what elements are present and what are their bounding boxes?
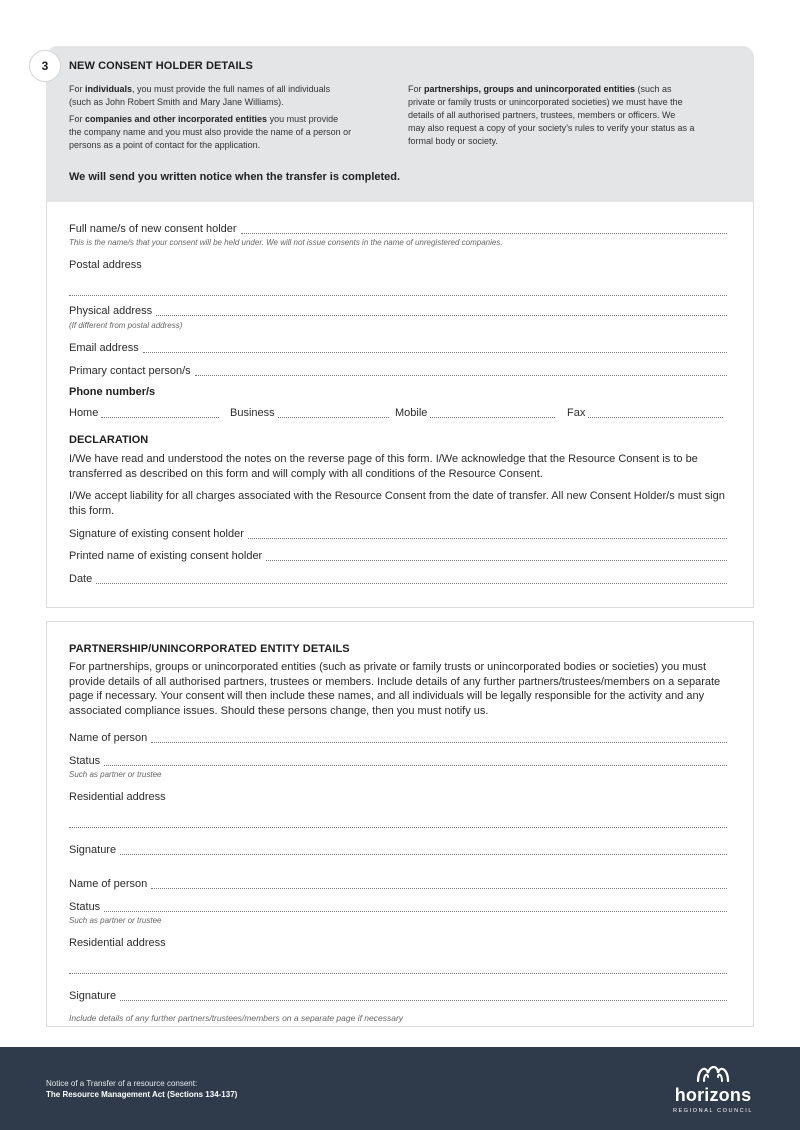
existing-holder-printed-name-field[interactable] (69, 549, 727, 563)
page-footer (0, 1047, 800, 1130)
transfer-notice: We will send you written notice when the transfer is completed. (69, 171, 401, 183)
fax-field[interactable] (567, 406, 723, 420)
step-number-badge: 3 (29, 50, 61, 82)
person-1-address-label: Residential address (69, 791, 166, 803)
mobile-phone-field[interactable] (395, 406, 555, 420)
physical-address-label: Physical address (69, 305, 153, 317)
person-1-name-label: Name of person (69, 732, 148, 744)
horizons-logo (668, 1059, 758, 1119)
full-name-hint: This is the name/s that your consent will be held under. We will not issue consents in the name of unregistered companies. (69, 238, 503, 247)
existing-holder-signature-field[interactable] (69, 527, 727, 541)
business-phone-field[interactable] (230, 406, 389, 420)
person-1-status-label: Status (69, 755, 101, 767)
person-1-signature-field[interactable] (69, 843, 727, 857)
mobile-phone-label: Mobile (395, 407, 428, 419)
person-1-status-input-line[interactable] (104, 756, 727, 766)
business-phone-label: Business (230, 407, 275, 419)
fax-input-line[interactable] (588, 408, 723, 418)
person-1-signature-label: Signature (69, 844, 117, 856)
physical-address-hint: (If different from postal address) (69, 321, 183, 330)
physical-address-input-line[interactable] (156, 306, 727, 316)
full-name-field[interactable] (69, 222, 727, 236)
email-field[interactable] (69, 341, 727, 355)
person-1-status-field[interactable] (69, 754, 727, 768)
declaration-paragraph-2: I/We accept liability for all charges associated with the Resource Consent from the date of transfer. All new Consent Holder/s must sign this form. (69, 490, 725, 517)
fax-label: Fax (567, 407, 586, 419)
person-2-address-label: Residential address (69, 937, 166, 949)
section-title: NEW CONSENT HOLDER DETAILS (69, 60, 253, 72)
date-label: Date (69, 573, 93, 585)
person-2-signature-field[interactable] (69, 989, 727, 1003)
person-2-name-field[interactable] (69, 877, 727, 891)
declaration-heading: DECLARATION (69, 434, 149, 446)
phone-numbers-heading: Phone number/s (69, 386, 156, 398)
existing-holder-signature-label: Signature of existing consent holder (69, 528, 244, 540)
mobile-phone-input-line[interactable] (430, 408, 555, 418)
email-label: Email address (69, 342, 139, 354)
existing-holder-printed-name-label: Printed name of existing consent holder (69, 550, 263, 562)
horizons-wave-icon (696, 1061, 730, 1083)
full-name-input-line[interactable] (241, 224, 727, 234)
person-2-name-input-line[interactable] (151, 879, 727, 889)
existing-holder-printed-name-input-line[interactable] (266, 551, 727, 561)
date-input-line[interactable] (96, 574, 727, 584)
person-2-status-input-line[interactable] (104, 902, 727, 912)
declaration-paragraph-1: I/We have read and understood the notes on the reverse page of this form. I/We acknowledge that the Resource Consent is to be transferred as described on this form and will comply with all conditions of the Resource Consent. (69, 453, 698, 480)
contact-person-input-line[interactable] (195, 366, 727, 376)
physical-address-field[interactable] (69, 304, 727, 318)
contact-person-field[interactable] (69, 364, 727, 378)
home-phone-label: Home (69, 407, 99, 419)
email-input-line[interactable] (143, 343, 727, 353)
home-phone-input-line[interactable] (101, 408, 219, 418)
contact-person-label: Primary contact person/s (69, 365, 191, 377)
person-1-name-input-line[interactable] (151, 733, 727, 743)
person-2-name-label: Name of person (69, 878, 148, 890)
person-2-status-field[interactable] (69, 900, 727, 914)
person-2-address-input-line[interactable] (69, 964, 727, 974)
home-phone-field[interactable] (69, 406, 219, 420)
person-1-status-hint: Such as partner or trustee (69, 770, 162, 779)
person-2-signature-label: Signature (69, 990, 117, 1002)
footer-act-reference: The Resource Management Act (Sections 134-137) (46, 1090, 238, 1099)
person-2-status-label: Status (69, 901, 101, 913)
partnership-heading: PARTNERSHIP/UNINCORPORATED ENTITY DETAILS (69, 643, 350, 655)
person-1-address-input-line[interactable] (69, 818, 727, 828)
partnership-intro: For partnerships, groups or unincorporated entities (such as private or family trusts or unincorporated bodies or societies) you must provide details of all authorised partners, trustees or members. Include details of any further partners/trustees/members on a separate page if necessary. Your consent will then include these names, and all individuals will be legally responsible for the activity and any associated compliance issues. Should these persons change, then you must notify us. (69, 661, 721, 717)
person-1-name-field[interactable] (69, 731, 727, 745)
individuals-note: For individuals, you must provide the full names of all individuals (such as John Robert Smith and Mary Jane Williams). For companies and other incorporated entities you must provide the company name and you must also provide the name of a person or persons as a point of contact for the application. (69, 84, 352, 150)
partnerships-note: For partnerships, groups and unincorporated entities (such as private or family trusts or unincorporated societies) we must have the details of all authorised partners, trustees, members or officers. We may also request a copy of your society’s rules to verify your status as a formal body or society. (408, 84, 695, 146)
person-2-signature-input-line[interactable] (120, 991, 727, 1001)
phone-numbers-row (69, 406, 727, 420)
partnership-footnote: Include details of any further partners/trustees/members on a separate page if necessary (69, 1013, 404, 1023)
footer-form-title: Notice of a Transfer of a resource consent: (46, 1079, 198, 1088)
postal-address-label: Postal address (69, 259, 142, 271)
person-1-signature-input-line[interactable] (120, 845, 727, 855)
business-phone-input-line[interactable] (278, 408, 389, 418)
full-name-label: Full name/s of new consent holder (69, 223, 237, 235)
logo-subtitle: REGIONAL COUNCIL (672, 1108, 754, 1114)
logo-wordmark: horizons (674, 1085, 752, 1105)
postal-address-input-line[interactable] (69, 286, 727, 296)
existing-holder-signature-input-line[interactable] (248, 529, 727, 539)
date-field[interactable] (69, 572, 727, 586)
person-2-status-hint: Such as partner or trustee (69, 916, 162, 925)
